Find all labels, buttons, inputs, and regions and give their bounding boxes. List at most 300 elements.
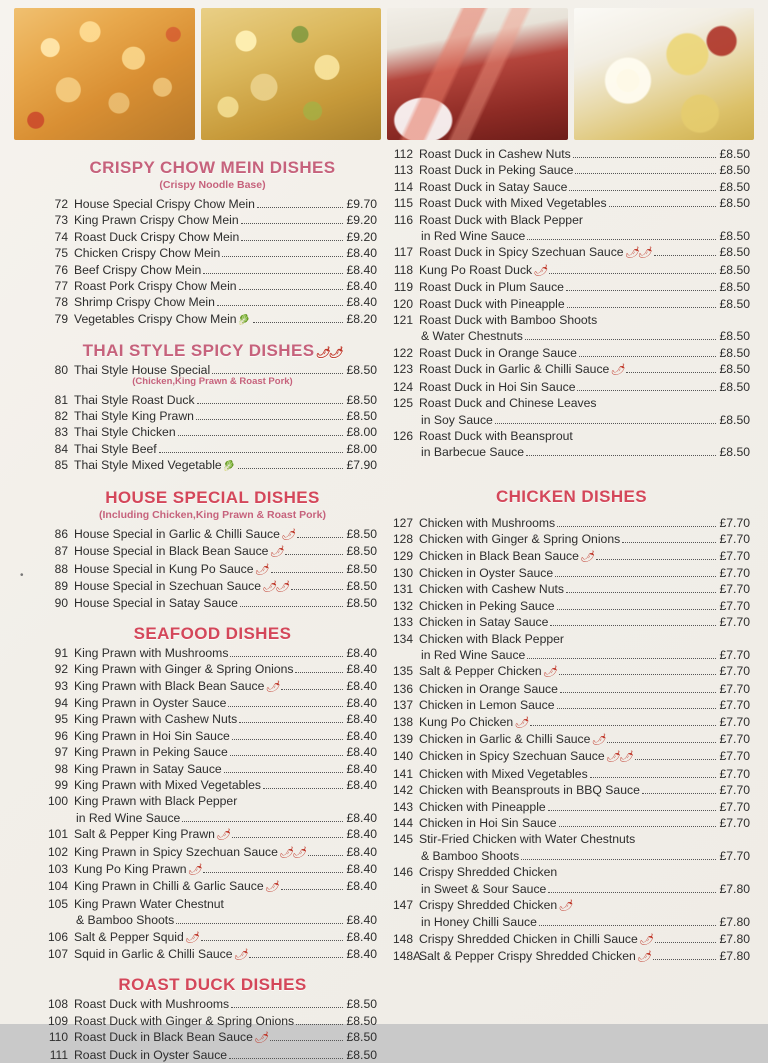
leader-dots [232,837,343,838]
leader-dots [635,759,716,760]
item-name: King Prawn in Peking Sauce [74,745,228,760]
menu-item [393,631,750,647]
item-name: Beef Crispy Chow Mein [74,262,202,277]
chilli-icon: 🌶 [184,931,198,944]
item-price: £8.40 [346,645,377,660]
chilli-icon: 🌶 [558,900,572,913]
item-price: £7.70 [719,698,750,713]
item-name: Chicken in Oyster Sauce [419,565,554,580]
item-name: King Prawn with Black Bean Sauce [74,678,265,693]
item-price: £7.70 [719,615,750,630]
item-price: £7.80 [719,915,750,930]
menu-item [393,766,750,782]
menu-item [393,799,750,815]
leader-dots [238,468,342,469]
menu-item [393,663,750,680]
item-number: 74 [54,229,68,244]
menu-item [48,1013,377,1029]
leader-dots [569,190,715,191]
item-number: 105 [48,896,69,911]
menu-item [393,361,750,378]
chilli-icon: 🌶 [514,716,528,729]
item-name: King Prawn in Chilli & Garlic Sauce [74,879,264,894]
item-number: 92 [54,662,68,677]
item-price: £8.50 [719,412,750,427]
leader-dots [240,606,343,607]
item-name: Chicken with Cashew Nuts [419,582,564,597]
item-number: 126 [393,428,414,443]
item-name: King Prawn with Black Pepper [74,794,238,809]
leader-dots [527,239,715,240]
item-name: Kung Po Chicken [419,714,514,729]
item-name-continued: & Water Chestnuts [421,329,523,344]
item-price: £8.40 [346,827,377,842]
item-name: Chicken with Pineapple [419,799,546,814]
menu-item [48,578,377,595]
item-number: 145 [393,832,414,847]
chilli-icon: 🌶🌶 [278,846,305,859]
leader-dots [555,576,715,577]
item-name: Thai Style Chicken [74,425,176,440]
menu-item [48,441,377,457]
leader-dots [539,925,716,926]
menu-item [48,744,377,760]
chilli-icon: 🌶🌶 [624,247,651,260]
leader-dots [566,290,716,291]
menu-item-note: (Chicken,King Prawn & Roast Pork) [132,375,293,387]
item-number: 118 [393,262,413,277]
menu-item [48,645,377,661]
item-name: Roast Duck and Chinese Leaves [419,396,597,411]
menu-item-line2 [393,848,750,864]
menu-item [393,831,750,847]
item-name: Chicken Crispy Chow Mein [74,246,221,261]
item-name: King Prawn with Cashew Nuts [74,712,238,727]
item-name: King Prawn Water Chestnut [74,896,224,911]
menu-item [393,697,750,713]
section-title-roast-duck: ROAST DUCK DISHES [118,975,307,995]
leader-dots [231,1007,342,1008]
item-number: 112 [393,147,413,161]
leader-dots [230,656,342,657]
item-number: 108 [48,997,69,1012]
menu-item [393,548,750,565]
item-number: 77 [54,279,68,294]
item-name: Chicken in Lemon Sauce [419,698,555,713]
item-number: 111 [49,1047,68,1062]
item-name: Crispy Shredded Chicken in Chilli Sauce [419,931,638,946]
menu-item-line2 [393,914,750,930]
menu-item [393,931,750,948]
item-price: £7.70 [719,848,750,863]
chilli-icon: 🌶 [533,264,547,277]
menu-item [393,565,750,581]
item-number: 106 [48,929,69,944]
item-name: Crispy Shredded Chicken [419,865,558,880]
item-number: 98 [54,761,68,776]
item-name: Roast Duck Crispy Chow Mein [74,229,240,244]
item-number: 76 [54,262,68,277]
item-price: £8.40 [346,279,377,294]
item-number: 134 [393,631,414,646]
leader-dots [655,942,716,943]
item-price: £7.70 [719,598,750,613]
item-price: £7.70 [719,582,750,597]
menu-item-line2 [393,228,750,244]
leader-dots [212,373,342,374]
item-name: House Special in Szechuan Sauce [74,578,261,593]
item-number: 122 [393,345,414,360]
item-number: 86 [54,526,68,541]
leader-dots [229,1058,342,1059]
item-price: £7.70 [719,766,750,781]
right-column [387,146,750,1063]
item-price: £8.40 [346,295,377,310]
item-list-roast-duck [48,996,377,1063]
leader-dots [239,289,343,290]
menu-item [393,146,750,162]
item-name: Salt & Pepper Squid [74,929,184,944]
menu-item [393,244,750,261]
item-name: Roast Duck with Bamboo Shoots [419,313,598,328]
item-name-continued: & Bamboo Shoots [421,848,520,863]
chilli-icon: 🌶 [269,546,283,559]
item-number: 148 [393,931,414,946]
item-price: £8.20 [346,311,377,326]
menu-item [393,714,750,731]
leader-dots [622,542,715,543]
photo-strip [14,8,754,140]
leader-dots [271,572,343,573]
menu-item [393,395,750,411]
item-number: 148A [393,949,422,964]
leader-dots [281,889,343,890]
item-name: House Special in Satay Sauce [74,596,238,611]
item-number: 113 [393,163,413,178]
item-number: 81 [54,392,68,407]
item-number: 109 [48,1013,69,1028]
item-number: 95 [54,712,68,727]
item-price: £9.20 [346,229,377,244]
menu-item [393,428,750,444]
item-number: 83 [54,425,68,440]
menu-item [393,581,750,597]
leader-dots [270,1040,343,1041]
menu-item [48,861,377,878]
item-price: £8.50 [719,179,750,194]
item-name: House Special Crispy Chow Mein [74,197,255,211]
item-price: £8.40 [346,913,377,928]
menu-item [393,279,750,295]
item-price: £8.50 [719,147,750,161]
roast-duck-photo [387,8,568,140]
item-name: Chicken in Orange Sauce [419,681,558,696]
item-list-house-special [48,526,377,612]
item-name: Stir-Fried Chicken with Water Chestnuts [419,832,636,847]
menu-columns [14,146,754,1063]
item-list-seafood [48,645,377,964]
menu-item [48,844,377,861]
menu-item [393,598,750,614]
item-number: 123 [393,362,414,377]
leader-dots [548,892,715,893]
menu-item [48,793,377,809]
item-price: £8.40 [346,777,377,792]
menu-item [48,678,377,695]
menu-item [48,526,377,543]
menu-item-line2 [393,328,750,344]
leader-dots [495,423,716,424]
item-price: £8.50 [719,345,750,360]
item-number: 116 [393,212,413,227]
item-name: Thai Style King Prawn [74,409,194,424]
menu-item [48,262,377,278]
menu-item [393,312,750,328]
item-price: £8.50 [346,561,377,576]
leader-dots [241,240,342,241]
item-number: 117 [393,245,413,260]
item-price: £8.50 [719,445,750,460]
menu-item [393,262,750,279]
item-number: 87 [54,544,68,559]
item-name: Chicken with Black Pepper [419,631,564,646]
item-name: Chicken with Mixed Vegetables [419,766,588,781]
item-price: £8.50 [719,362,750,377]
chilli-icon: 🌶 [264,881,278,894]
leader-dots [590,777,716,778]
leader-dots [550,625,715,626]
item-price: £8.40 [346,728,377,743]
item-name-continued: & Bamboo Shoots [76,913,175,928]
item-number: 104 [48,879,69,894]
item-number: 101 [48,827,69,842]
item-name: Chicken with Ginger & Spring Onions [419,532,621,547]
leader-dots [642,793,716,794]
menu-item [48,457,377,475]
item-number: 125 [393,396,414,411]
item-number: 128 [393,532,414,547]
item-price: £8.40 [346,745,377,760]
item-number: 96 [54,728,68,743]
leader-dots [567,307,716,308]
item-name-continued: in Soy Sauce [421,412,493,427]
item-number: 72 [54,197,68,211]
menu-item [393,782,750,798]
menu-item [393,162,750,178]
item-number: 90 [54,596,68,611]
item-number: 89 [54,578,68,593]
menu-item [48,1029,377,1046]
item-price: £7.70 [719,532,750,547]
item-name: Chicken in Peking Sauce [419,598,555,613]
item-price: £8.40 [346,810,377,825]
item-name: Kung Po Roast Duck [419,262,533,277]
chilli-icon: 🌶🌶 [315,347,342,360]
leader-dots [626,372,715,373]
leader-dots [196,419,343,420]
item-price: £7.70 [719,783,750,798]
item-name: House Special in Black Bean Sauce [74,544,269,559]
item-number: 119 [393,280,413,295]
section-subtitle-house-special: (Including Chicken,King Prawn & Roast Pork) [99,508,326,521]
vegetarian-icon: 🥬 [237,314,251,326]
item-name: Salt & Pepper Chicken [419,664,542,679]
item-name: Roast Duck in Black Bean Sauce [74,1030,253,1045]
item-price: £8.50 [346,544,377,559]
leader-dots [228,706,342,707]
item-name: King Prawn in Satay Sauce [74,761,222,776]
item-number: 143 [393,799,414,814]
menu-item [393,948,750,965]
item-number: 80 [54,363,68,378]
menu-item-line2 [393,412,750,428]
item-number: 107 [48,947,69,962]
item-number: 115 [393,196,413,211]
item-price: £8.50 [346,392,377,407]
item-number: 103 [48,862,69,876]
item-name: Vegetables Crispy Chow Mein [74,311,237,326]
item-number: 73 [54,213,68,228]
leader-dots [281,689,342,690]
item-number: 91 [54,645,68,660]
item-name-continued: in Red Wine Sauce [76,810,181,825]
leader-dots [573,157,716,158]
item-name: Chicken in Black Bean Sauce [419,548,579,563]
leader-dots [197,403,343,404]
menu-item [393,731,750,748]
leader-dots [203,872,342,873]
item-price: £8.50 [719,262,750,277]
menu-item [48,711,377,727]
item-name: Shrimp Crispy Chow Mein [74,295,215,310]
chilli-icon: 🌶 [253,1032,267,1045]
menu-item-line2 [48,912,377,928]
item-name: Roast Duck in Cashew Nuts [419,147,571,161]
item-price: £7.70 [719,548,750,563]
item-list-thai-style [48,362,377,475]
item-name: Kung Po King Prawn [74,862,187,876]
leader-dots [178,435,343,436]
menu-item [393,515,750,531]
leader-dots [559,674,716,675]
leader-dots [653,959,716,960]
leader-dots [577,390,715,391]
item-name: Squid in Garlic & Chilli Sauce [74,947,233,962]
item-list-roast-duck-continued [393,146,750,461]
leader-dots [222,256,342,257]
item-name: Roast Duck with Pineapple [419,296,565,311]
item-number: 132 [393,598,414,613]
item-number: 93 [54,678,68,693]
crispy-chow-mein-photo-1 [14,8,195,140]
item-price: £8.40 [346,879,377,894]
menu-item [393,815,750,831]
menu-item [48,392,377,408]
item-number: 135 [393,664,414,679]
item-name: Thai Style Mixed Vegetable [74,458,222,473]
leader-dots [249,957,342,958]
item-price: £8.40 [346,947,377,962]
item-price: £8.50 [346,409,377,424]
item-price: £9.70 [346,197,377,211]
item-name: Roast Pork Crispy Chow Mein [74,279,237,294]
item-price: £8.50 [346,1047,377,1062]
item-price: £8.50 [346,1030,377,1045]
leader-dots [526,455,716,456]
leader-dots [527,658,715,659]
menu-item [393,296,750,312]
leader-dots [521,859,715,860]
section-title-seafood: SEAFOOD DISHES [133,623,292,643]
item-price: £7.70 [719,714,750,729]
item-number: 129 [393,548,414,563]
item-name: Salt & Pepper King Prawn [74,827,215,842]
item-price: £8.00 [346,425,377,440]
leader-dots [203,273,342,274]
item-name-continued: in Honey Chilli Sauce [421,915,537,930]
item-name: King Prawn in Spicy Szechuan Sauce [74,844,278,859]
menu-item [48,695,377,711]
item-name: House Special in Garlic & Chilli Sauce [74,526,280,541]
chilli-icon: 🌶 [636,951,650,964]
menu-item [48,761,377,777]
item-price: £8.40 [346,761,377,776]
chilli-icon: 🌶 [591,734,605,746]
item-name: House Special in Kung Po Sauce [74,561,254,576]
item-number: 110 [48,1030,68,1045]
item-price: £8.50 [346,596,377,611]
menu-item [48,294,377,310]
item-name: Roast Duck with Black Pepper [419,212,583,227]
item-name: Salt & Pepper Crispy Shredded Chicken [419,949,636,964]
item-price: £7.70 [719,515,750,530]
item-name: Roast Duck with Beansprout [419,428,573,443]
item-price: £8.00 [346,441,377,456]
menu-item [48,212,377,228]
menu-item [48,661,377,677]
item-price: £8.40 [346,929,377,944]
menu-item [48,1047,377,1063]
item-name: Roast Duck in Garlic & Chilli Sauce [419,362,610,377]
item-price: £8.50 [719,329,750,344]
item-number: 144 [393,816,414,831]
item-name: Chicken in Satay Sauce [419,615,549,630]
item-price: £9.20 [346,213,377,228]
item-number: 114 [393,179,413,194]
section-title-house-special: HOUSE SPECIAL DISHES [105,487,320,507]
item-price: £8.50 [719,296,750,311]
menu-item [393,897,750,914]
item-name: Roast Duck in Peking Sauce [419,163,574,178]
item-number: 99 [54,777,68,792]
item-number: 136 [393,681,414,696]
item-number: 130 [393,565,414,580]
item-name: Roast Duck in Oyster Sauce [74,1047,228,1062]
item-number: 78 [54,295,68,310]
chilli-icon: 🌶 [610,364,624,377]
item-number: 131 [393,582,414,597]
menu-item [48,826,377,843]
menu-item [48,229,377,245]
chilli-icon: 🌶 [280,528,294,541]
leader-dots [566,592,716,593]
menu-item-line2 [48,810,377,826]
item-number: 140 [393,749,414,764]
item-name: Roast Duck with Mixed Vegetables [419,196,607,211]
leader-dots [224,772,343,773]
item-price: £8.40 [346,844,377,859]
chilli-icon: 🌶 [254,563,268,576]
